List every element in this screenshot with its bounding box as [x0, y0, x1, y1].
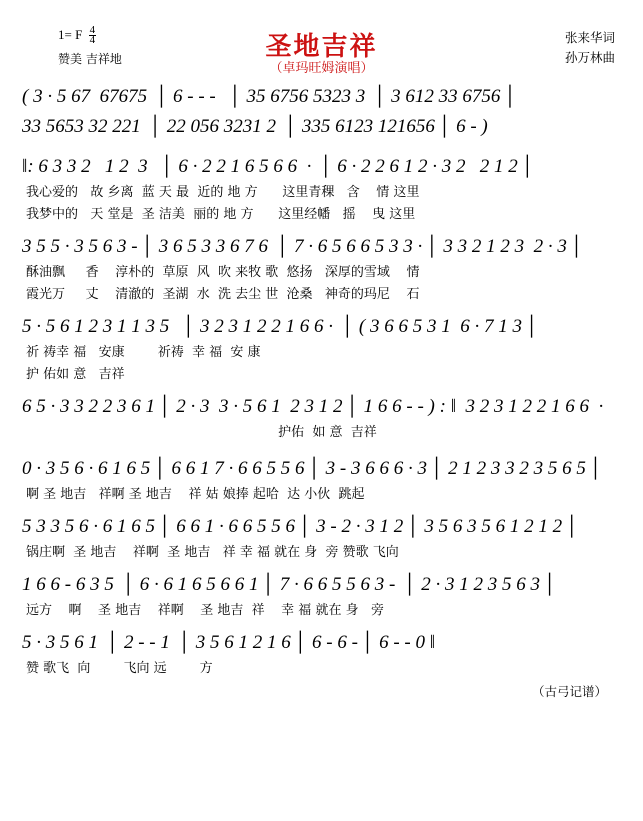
system-verse-4 — [0, 392, 643, 444]
tempo-marking: 赞美 吉祥地 — [58, 52, 122, 66]
system-verse-1 — [0, 152, 643, 226]
lyric-line: 祈 祷幸 福 安康 祈祷 幸 福 安 康 — [26, 345, 261, 360]
system-intro-1 — [0, 82, 643, 112]
lyric-line: 霞光万 丈 清澈的 圣湖 水 洗 去尘 世 沧桑 神奇的玛尼 石 — [26, 287, 420, 302]
notation-line: 5 3 3 5 6 · 6 1 6 5 │ 6 6 1 · 6 6 5 5 6 │ 3 - 2 · 3 1 2 │ 3 5 6 3 5 6 1 2 1 2 │ — [22, 516, 579, 537]
notation-line: 5 · 5 6 1 2 3 1 1 3 5 │ 3 2 3 1 2 2 1 6 6 · │ ( 3 6 6 5 3 1 6 · 7 1 3 │ — [22, 316, 539, 337]
system-intro-2 — [0, 112, 643, 142]
system-chorus-3 — [0, 570, 643, 622]
system-verse-2 — [0, 232, 643, 306]
notation-line: 3 5 5 · 3 5 6 3 - │ 3 6 5 3 3 6 7 6 │ 7 · 6 5 6 6 5 3 3 · │ 3 3 2 1 2 3 2 · 3 │ — [22, 236, 584, 257]
transcriber-note: （古弓记谱） — [531, 684, 607, 699]
time-signature-denominator: 4 — [89, 34, 96, 46]
lyric-line: 锅庄啊 圣 地吉 祥啊 圣 地吉 祥 幸 福 就在 身 旁 赞歌 飞向 — [26, 545, 399, 560]
lyric-line: 赞 歌飞 向 飞向 远 方 — [26, 661, 213, 676]
key-signature-text: 1= F — [58, 27, 83, 42]
time-signature-numerator: 4 — [89, 24, 96, 36]
notation-line: ‖: 6 3 3 2 1 2 3 │ 6 · 2 2 1 6 5 6 6 · │ 6 · 2 2 6 1 2 · 3 2 2 1 2 │ — [22, 156, 535, 177]
notation-line: 5 · 3 5 6 1 │ 2 - - 1 │ 3 5 6 1 2 1 6 │ 6 - 6 - │ 6 - - 0 ‖ — [22, 632, 436, 653]
notation-line: ( 3 · 5 67 67675 │ 6 - - - │ 35 6756 5323 3 │ 3 612 33 6756 │ — [22, 86, 517, 107]
score-header — [0, 0, 643, 82]
notation-line: 0 · 3 5 6 · 6 1 6 5 │ 6 6 1 7 · 6 6 5 5 6 │ 3 - 3 6 6 6 · 3 │ 2 1 2 3 3 2 3 5 6 5 │ — [22, 458, 603, 479]
system-verse-3 — [0, 312, 643, 386]
system-chorus-1 — [0, 454, 643, 506]
composer-credit: 孙万林曲 — [564, 50, 615, 65]
notation-line: 1 6 6 - 6 3 5 │ 6 · 6 1 6 5 6 6 1 │ 7 · 6 6 5 5 6 3 - │ 2 · 3 1 2 3 5 6 3 │ — [22, 574, 557, 595]
system-chorus-2 — [0, 512, 643, 564]
lyric-line: 远方 啊 圣 地吉 祥啊 圣 地吉 祥 幸 福 就在 身 旁 — [26, 603, 384, 618]
credits — [565, 28, 615, 68]
lyric-line: 护佑 如 意 吉祥 — [26, 425, 377, 440]
page-title: 圣地吉祥 — [265, 32, 378, 62]
notation-line: 33 5653 32 221 │ 22 056 3231 2 │ 335 6123 121656 │ 6 - ) — [22, 116, 488, 137]
lyric-line: 啊 圣 地吉 祥啊 圣 地吉 祥 姑 娘捧 起哈 达 小伙 跳起 — [26, 487, 365, 502]
page-subtitle: （卓玛旺姆演唱） — [269, 61, 374, 76]
notation-line: 6 5 · 3 3 2 2 3 6 1 │ 2 · 3 3 · 5 6 1 2 3 1 2 │ 1 6 6 - - ) : ‖ 3 2 3 1 2 2 1 6 6 · — [22, 396, 604, 417]
system-ending — [0, 628, 643, 680]
lyric-line: 我心爱的 故 乡离 蓝 天 最 近的 地 方 这里青稞 含 情 这里 — [26, 185, 420, 200]
lyric-line: 护 佑如 意 吉祥 — [26, 367, 125, 382]
lyric-line: 酥油飘 香 淳朴的 草原 风 吹 来牧 歌 悠扬 深厚的雪域 情 — [26, 265, 420, 280]
lyric-line: 我梦中的 天 堂是 圣 洁美 丽的 地 方 这里经幡 摇 曳 这里 — [26, 207, 416, 222]
lyricist-credit: 张来华词 — [564, 30, 615, 45]
